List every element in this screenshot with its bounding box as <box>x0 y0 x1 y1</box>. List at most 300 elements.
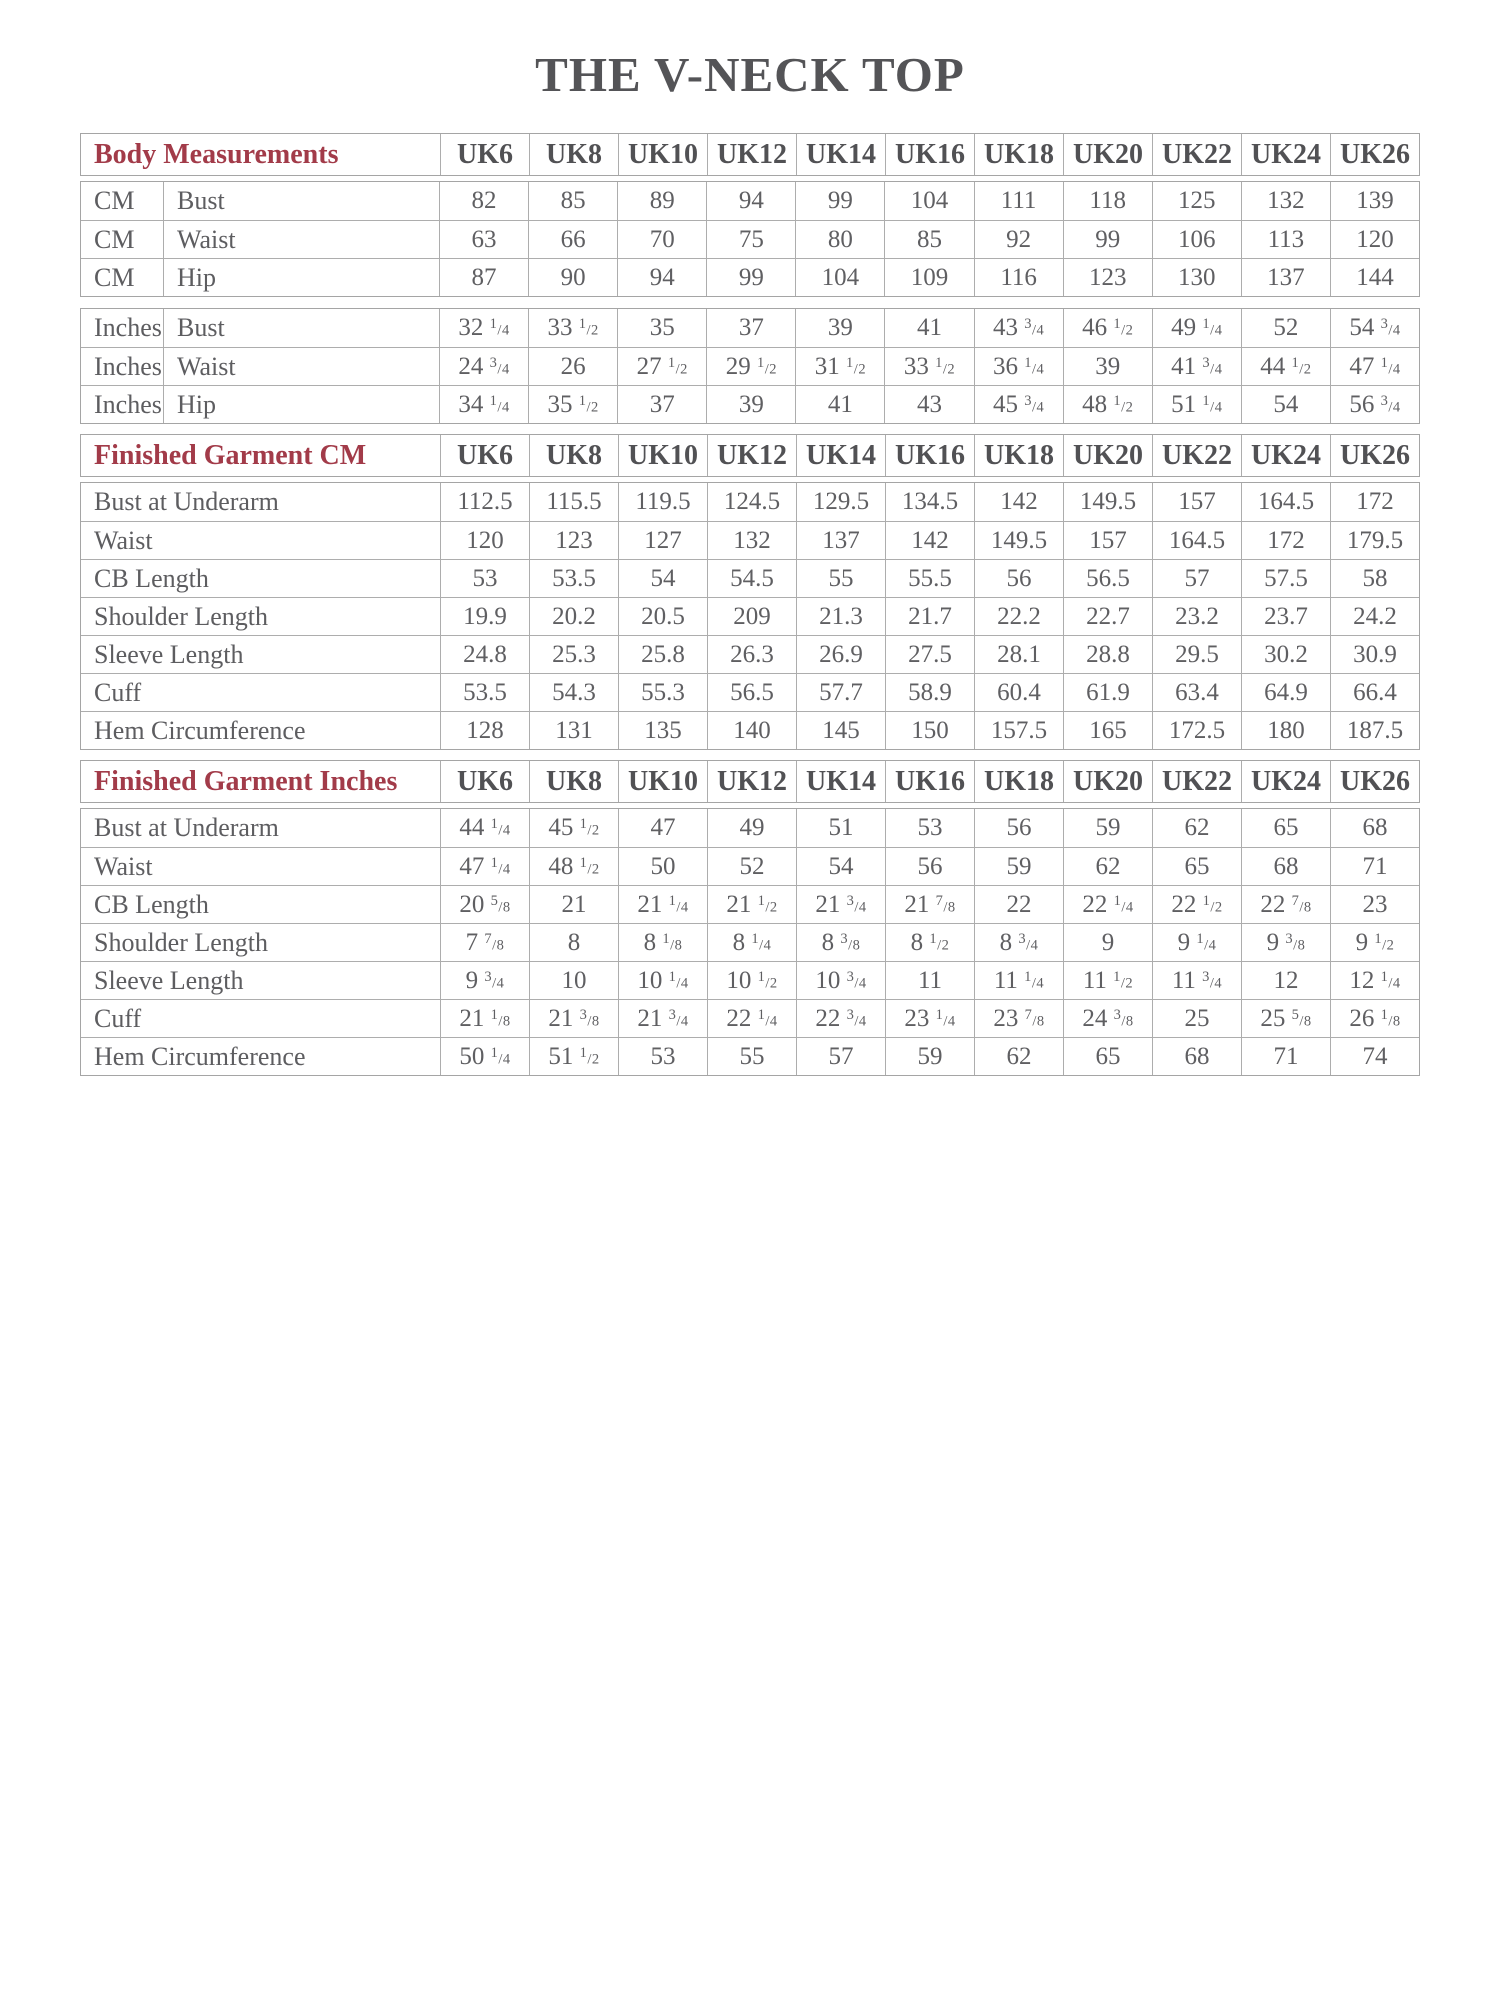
size-value-cell: 33 1/2 <box>528 309 617 347</box>
size-value-cell: 30.9 <box>1330 636 1419 673</box>
size-value-cell: 51 1/4 <box>1152 386 1241 423</box>
fraction: 1/4 <box>751 930 772 954</box>
size-value-cell: 48 1/2 <box>529 848 618 885</box>
size-value-cell: 87 <box>439 259 528 296</box>
fraction: 3/4 <box>484 968 505 992</box>
size-value-cell: 44 1/4 <box>440 809 529 847</box>
row-label: Cuff <box>94 1003 142 1033</box>
fraction: 1/2 <box>579 854 600 878</box>
size-value-cell: 134.5 <box>885 483 974 521</box>
size-value-cell: 116 <box>974 259 1063 296</box>
size-value-cell: 23 7/8 <box>974 1000 1063 1037</box>
size-value-cell: 21.3 <box>796 598 885 635</box>
size-value-cell: 37 <box>617 386 706 423</box>
size-value-cell: 21 <box>529 886 618 923</box>
size-header-cell: UK22 <box>1152 435 1241 476</box>
fraction: 1/4 <box>1024 968 1045 992</box>
size-value-cell: 22 7/8 <box>1241 886 1330 923</box>
size-value-cell: 49 <box>707 809 796 847</box>
size-value-cell: 94 <box>706 182 795 220</box>
size-header-cell: UK12 <box>707 435 796 476</box>
size-value-cell: 55.3 <box>618 674 707 711</box>
size-value-cell: 39 <box>795 309 884 347</box>
size-value-cell: 25.3 <box>529 636 618 673</box>
fraction: 1/4 <box>1202 316 1223 339</box>
fraction: 1/4 <box>1196 930 1217 954</box>
size-value-cell: 21 1/4 <box>618 886 707 923</box>
size-value-cell: 57.7 <box>796 674 885 711</box>
size-value-cell: 25 5/8 <box>1241 1000 1330 1037</box>
row-label: Shoulder Length <box>94 601 269 631</box>
size-value-cell: 9 1/2 <box>1330 924 1419 961</box>
fraction: 3/4 <box>1024 392 1045 416</box>
fraction: 1/4 <box>489 316 510 339</box>
size-value-cell: 47 1/4 <box>440 848 529 885</box>
size-header-cell: UK26 <box>1330 435 1419 476</box>
size-header-cell: UK26 <box>1330 761 1419 802</box>
data-block <box>80 181 1420 297</box>
size-value-cell: 89 <box>617 182 706 220</box>
size-value-cell: 49 1/4 <box>1152 309 1241 347</box>
size-header-cell: UK20 <box>1063 435 1152 476</box>
fraction: 1/2 <box>756 354 777 378</box>
size-value-cell: 75 <box>706 221 795 258</box>
size-header-cell: UK16 <box>885 761 974 802</box>
size-value-cell: 56.5 <box>707 674 796 711</box>
fraction: 3/4 <box>1202 968 1223 992</box>
table-header-row <box>81 761 1419 802</box>
size-value-cell: 9 <box>1063 924 1152 961</box>
fraction: 1/4 <box>1380 968 1401 992</box>
size-value-cell: 22 3/4 <box>796 1000 885 1037</box>
size-value-cell: 123 <box>1063 259 1152 296</box>
table-row <box>81 711 1419 749</box>
size-value-cell: 53.5 <box>529 560 618 597</box>
row-label: Sleeve Length <box>94 639 244 669</box>
size-header-cell: UK20 <box>1063 761 1152 802</box>
size-header-cell: UK14 <box>796 435 885 476</box>
size-value-cell: 63 <box>439 221 528 258</box>
size-value-cell: 172.5 <box>1152 712 1241 749</box>
fraction: 1/2 <box>579 1044 600 1068</box>
size-value-cell: 43 <box>884 386 973 423</box>
fraction: 1/4 <box>935 1006 956 1030</box>
table-row <box>81 673 1419 711</box>
size-value-cell: 65 <box>1063 1038 1152 1075</box>
size-value-cell: 157.5 <box>974 712 1063 749</box>
size-value-cell: 46 1/2 <box>1063 309 1152 347</box>
size-value-cell: 113 <box>1241 221 1330 258</box>
fraction: 1/2 <box>667 354 688 378</box>
size-value-cell: 85 <box>884 221 973 258</box>
size-value-cell: 9 1/4 <box>1152 924 1241 961</box>
size-value-cell: 22 1/4 <box>1063 886 1152 923</box>
table-row <box>81 923 1419 961</box>
row-label: Hip <box>163 386 439 423</box>
fraction: 1/4 <box>1380 354 1401 378</box>
size-value-cell: 74 <box>1330 1038 1419 1075</box>
fraction: 1/4 <box>1113 892 1134 916</box>
size-value-cell: 10 <box>529 962 618 999</box>
size-value-cell: 22.7 <box>1063 598 1152 635</box>
size-value-cell: 62 <box>1063 848 1152 885</box>
size-value-cell: 30.2 <box>1241 636 1330 673</box>
fraction: 1/4 <box>1202 392 1223 416</box>
size-value-cell: 150 <box>885 712 974 749</box>
size-value-cell: 129.5 <box>796 483 885 521</box>
size-value-cell: 82 <box>439 182 528 220</box>
size-value-cell: 65 <box>1152 848 1241 885</box>
table-row <box>81 258 1419 296</box>
size-value-cell: 55.5 <box>885 560 974 597</box>
size-value-cell: 130 <box>1152 259 1241 296</box>
size-value-cell: 39 <box>1063 348 1152 385</box>
size-value-cell: 111 <box>974 182 1063 220</box>
fraction: 3/4 <box>668 1006 689 1030</box>
section-header-block <box>80 760 1420 803</box>
size-value-cell: 131 <box>529 712 618 749</box>
table-row <box>81 961 1419 999</box>
unit-label: Inches <box>94 351 162 381</box>
row-label: Waist <box>94 525 153 555</box>
fraction: 1/2 <box>1374 930 1395 954</box>
size-header-cell: UK14 <box>796 134 885 175</box>
size-value-cell: 65 <box>1241 809 1330 847</box>
size-value-cell: 59 <box>974 848 1063 885</box>
size-value-cell: 7 7/8 <box>440 924 529 961</box>
size-value-cell: 54 <box>796 848 885 885</box>
unit-label: Inches <box>94 389 162 419</box>
size-value-cell: 56 3/4 <box>1330 386 1419 423</box>
size-value-cell: 21 7/8 <box>885 886 974 923</box>
size-value-cell: 20 5/8 <box>440 886 529 923</box>
size-value-cell: 94 <box>617 259 706 296</box>
size-header-cell: UK18 <box>974 134 1063 175</box>
size-value-cell: 29 1/2 <box>706 348 795 385</box>
size-value-cell: 56 <box>974 809 1063 847</box>
size-header-cell: UK12 <box>707 761 796 802</box>
unit-label: CM <box>94 224 135 254</box>
size-value-cell: 54 3/4 <box>1330 309 1419 347</box>
size-header-cell: UK16 <box>885 134 974 175</box>
fraction: 3/8 <box>1285 930 1306 954</box>
table-section-1 <box>80 434 1420 750</box>
size-value-cell: 71 <box>1241 1038 1330 1075</box>
size-value-cell: 50 1/4 <box>440 1038 529 1075</box>
section-title: Finished Garment Inches <box>94 765 398 797</box>
size-value-cell: 11 3/4 <box>1152 962 1241 999</box>
size-value-cell: 68 <box>1152 1038 1241 1075</box>
fraction: 3/4 <box>1018 930 1039 954</box>
fraction: 1/2 <box>1113 316 1134 339</box>
size-value-cell: 25 <box>1152 1000 1241 1037</box>
size-value-cell: 145 <box>796 712 885 749</box>
size-value-cell: 10 1/4 <box>618 962 707 999</box>
size-header-cell: UK10 <box>618 761 707 802</box>
size-value-cell: 80 <box>795 221 884 258</box>
fraction: 1/4 <box>490 854 511 878</box>
size-value-cell: 24 3/4 <box>439 348 528 385</box>
row-label: Bust at Underarm <box>94 813 279 842</box>
size-value-cell: 139 <box>1330 182 1419 220</box>
size-header-cell: UK10 <box>618 134 707 175</box>
size-value-cell: 120 <box>1330 221 1419 258</box>
size-value-cell: 209 <box>707 598 796 635</box>
size-value-cell: 26.3 <box>707 636 796 673</box>
table-row <box>81 635 1419 673</box>
size-value-cell: 11 <box>885 962 974 999</box>
fraction: 1/4 <box>489 392 510 416</box>
table-row <box>81 1037 1419 1075</box>
size-value-cell: 47 1/4 <box>1330 348 1419 385</box>
size-value-cell: 125 <box>1152 182 1241 220</box>
size-value-cell: 41 <box>795 386 884 423</box>
table-row <box>81 309 1419 347</box>
fraction: 1/2 <box>846 354 867 378</box>
size-value-cell: 8 3/8 <box>796 924 885 961</box>
size-value-cell: 41 3/4 <box>1152 348 1241 385</box>
size-value-cell: 47 <box>618 809 707 847</box>
size-value-cell: 8 1/2 <box>885 924 974 961</box>
size-value-cell: 26 1/8 <box>1330 1000 1419 1037</box>
size-header-cell: UK10 <box>618 435 707 476</box>
table-header-row <box>81 435 1419 476</box>
size-value-cell: 44 1/2 <box>1241 348 1330 385</box>
size-value-cell: 62 <box>1152 809 1241 847</box>
fraction: 3/4 <box>1024 316 1045 339</box>
size-value-cell: 57 <box>796 1038 885 1075</box>
size-value-cell: 62 <box>974 1038 1063 1075</box>
size-header-cell: UK14 <box>796 761 885 802</box>
size-value-cell: 119.5 <box>618 483 707 521</box>
unit-label: CM <box>94 186 135 215</box>
row-label: Sleeve Length <box>94 965 244 995</box>
size-value-cell: 60.4 <box>974 674 1063 711</box>
size-value-cell: 70 <box>617 221 706 258</box>
size-value-cell: 56 <box>885 848 974 885</box>
fraction: 3/4 <box>1202 354 1223 378</box>
row-label: Bust at Underarm <box>94 487 279 516</box>
table-row <box>81 847 1419 885</box>
size-value-cell: 140 <box>707 712 796 749</box>
fraction: 3/4 <box>846 892 867 916</box>
fraction: 1/4 <box>490 816 511 839</box>
size-header-cell: UK18 <box>974 761 1063 802</box>
size-value-cell: 55 <box>796 560 885 597</box>
fraction: 7/8 <box>1024 1006 1045 1030</box>
size-value-cell: 57.5 <box>1241 560 1330 597</box>
fraction: 1/8 <box>490 1006 511 1030</box>
size-value-cell: 61.9 <box>1063 674 1152 711</box>
size-header-cell: UK24 <box>1241 435 1330 476</box>
size-value-cell: 43 3/4 <box>974 309 1063 347</box>
row-label: CB Length <box>94 889 209 919</box>
size-value-cell: 50 <box>618 848 707 885</box>
table-row <box>81 597 1419 635</box>
fraction: 1/2 <box>579 816 600 839</box>
size-value-cell: 21 1/8 <box>440 1000 529 1037</box>
size-value-cell: 164.5 <box>1152 522 1241 559</box>
size-value-cell: 104 <box>795 259 884 296</box>
fraction: 1/2 <box>757 968 778 992</box>
size-value-cell: 21.7 <box>885 598 974 635</box>
fraction: 1/4 <box>668 968 689 992</box>
table-row <box>81 885 1419 923</box>
size-value-cell: 26 <box>528 348 617 385</box>
size-value-cell: 56.5 <box>1063 560 1152 597</box>
fraction: 3/4 <box>489 354 510 378</box>
size-value-cell: 37 <box>706 309 795 347</box>
unit-label: Inches <box>94 313 162 342</box>
size-value-cell: 142 <box>885 522 974 559</box>
size-header-cell: UK8 <box>529 761 618 802</box>
size-value-cell: 35 1/2 <box>528 386 617 423</box>
row-label: Bust <box>163 309 439 347</box>
row-label: Waist <box>94 851 153 881</box>
fraction: 1/8 <box>662 930 683 954</box>
fraction: 1/4 <box>490 1044 511 1068</box>
size-value-cell: 8 3/4 <box>974 924 1063 961</box>
fraction: 3/4 <box>1380 392 1401 416</box>
size-value-cell: 54 <box>1241 386 1330 423</box>
size-value-cell: 8 <box>529 924 618 961</box>
size-value-cell: 41 <box>884 309 973 347</box>
size-header-cell: UK24 <box>1241 761 1330 802</box>
size-value-cell: 64.9 <box>1241 674 1330 711</box>
size-value-cell: 22 1/2 <box>1152 886 1241 923</box>
fraction: 5/8 <box>1291 1006 1312 1030</box>
size-value-cell: 25.8 <box>618 636 707 673</box>
fraction: 1/4 <box>668 892 689 916</box>
size-header-cell: UK18 <box>974 435 1063 476</box>
size-value-cell: 54.5 <box>707 560 796 597</box>
fraction: 1/2 <box>757 892 778 916</box>
size-value-cell: 132 <box>707 522 796 559</box>
size-header-cell: UK22 <box>1152 134 1241 175</box>
size-value-cell: 128 <box>440 712 529 749</box>
size-value-cell: 23.7 <box>1241 598 1330 635</box>
size-value-cell: 157 <box>1063 522 1152 559</box>
unit-label: CM <box>94 262 135 292</box>
size-value-cell: 180 <box>1241 712 1330 749</box>
fraction: 3/4 <box>1380 316 1401 339</box>
table-header-row <box>81 134 1419 175</box>
size-value-cell: 53.5 <box>440 674 529 711</box>
size-value-cell: 31 1/2 <box>795 348 884 385</box>
row-label: Bust <box>163 182 439 220</box>
size-value-cell: 53 <box>885 809 974 847</box>
size-value-cell: 85 <box>528 182 617 220</box>
size-value-cell: 68 <box>1241 848 1330 885</box>
section-header-block <box>80 434 1420 477</box>
size-value-cell: 54.3 <box>529 674 618 711</box>
fraction: 1/4 <box>757 1006 778 1030</box>
size-value-cell: 11 1/2 <box>1063 962 1152 999</box>
size-value-cell: 66.4 <box>1330 674 1419 711</box>
section-title: Body Measurements <box>94 138 339 170</box>
size-value-cell: 22.2 <box>974 598 1063 635</box>
data-block <box>80 308 1420 424</box>
size-value-cell: 90 <box>528 259 617 296</box>
size-value-cell: 51 1/2 <box>529 1038 618 1075</box>
table-row <box>81 385 1419 423</box>
table-row <box>81 521 1419 559</box>
size-value-cell: 56 <box>974 560 1063 597</box>
size-value-cell: 99 <box>706 259 795 296</box>
size-header-cell: UK6 <box>440 761 529 802</box>
size-header-cell: UK12 <box>707 134 796 175</box>
size-value-cell: 137 <box>796 522 885 559</box>
row-label: Hem Circumference <box>94 715 306 745</box>
section-header-block <box>80 133 1420 176</box>
table-row <box>81 999 1419 1037</box>
size-value-cell: 39 <box>706 386 795 423</box>
size-value-cell: 57 <box>1152 560 1241 597</box>
size-value-cell: 172 <box>1330 483 1419 521</box>
page-title: THE V-NECK TOP <box>535 47 965 102</box>
size-value-cell: 58 <box>1330 560 1419 597</box>
table-section-2 <box>80 760 1420 1076</box>
size-value-cell: 26.9 <box>796 636 885 673</box>
size-value-cell: 20.5 <box>618 598 707 635</box>
size-value-cell: 24.8 <box>440 636 529 673</box>
size-value-cell: 45 3/4 <box>974 386 1063 423</box>
size-value-cell: 135 <box>618 712 707 749</box>
size-value-cell: 21 3/4 <box>796 886 885 923</box>
fraction: 7/8 <box>1291 892 1312 916</box>
row-label: Waist <box>163 348 439 385</box>
size-value-cell: 23 1/4 <box>885 1000 974 1037</box>
size-value-cell: 54 <box>618 560 707 597</box>
fraction: 3/8 <box>1113 1006 1134 1030</box>
table-row <box>81 347 1419 385</box>
row-label: CB Length <box>94 563 209 593</box>
fraction: 3/8 <box>579 1006 600 1030</box>
size-value-cell: 10 3/4 <box>796 962 885 999</box>
size-header-cell: UK26 <box>1330 134 1419 175</box>
size-value-cell: 106 <box>1152 221 1241 258</box>
size-value-cell: 27.5 <box>885 636 974 673</box>
data-block <box>80 482 1420 750</box>
size-value-cell: 66 <box>528 221 617 258</box>
size-value-cell: 52 <box>707 848 796 885</box>
table-row <box>81 809 1419 847</box>
fraction: 1/2 <box>578 316 599 339</box>
size-value-cell: 12 <box>1241 962 1330 999</box>
size-value-cell: 48 1/2 <box>1063 386 1152 423</box>
fraction: 5/8 <box>490 892 511 916</box>
size-header-cell: UK6 <box>440 134 529 175</box>
size-value-cell: 149.5 <box>1063 483 1152 521</box>
table-row <box>81 559 1419 597</box>
size-value-cell: 68 <box>1330 809 1419 847</box>
size-value-cell: 9 3/8 <box>1241 924 1330 961</box>
size-value-cell: 92 <box>974 221 1063 258</box>
row-label: Shoulder Length <box>94 927 269 957</box>
row-label: Cuff <box>94 677 142 707</box>
fraction: 7/8 <box>935 892 956 916</box>
fraction: 1/2 <box>1202 892 1223 916</box>
fraction: 1/2 <box>578 392 599 416</box>
table-row <box>81 182 1419 220</box>
size-value-cell: 8 1/4 <box>707 924 796 961</box>
size-header-cell: UK6 <box>440 435 529 476</box>
size-value-cell: 53 <box>440 560 529 597</box>
size-value-cell: 124.5 <box>707 483 796 521</box>
fraction: 3/8 <box>840 930 861 954</box>
size-value-cell: 28.1 <box>974 636 1063 673</box>
size-value-cell: 45 1/2 <box>529 809 618 847</box>
